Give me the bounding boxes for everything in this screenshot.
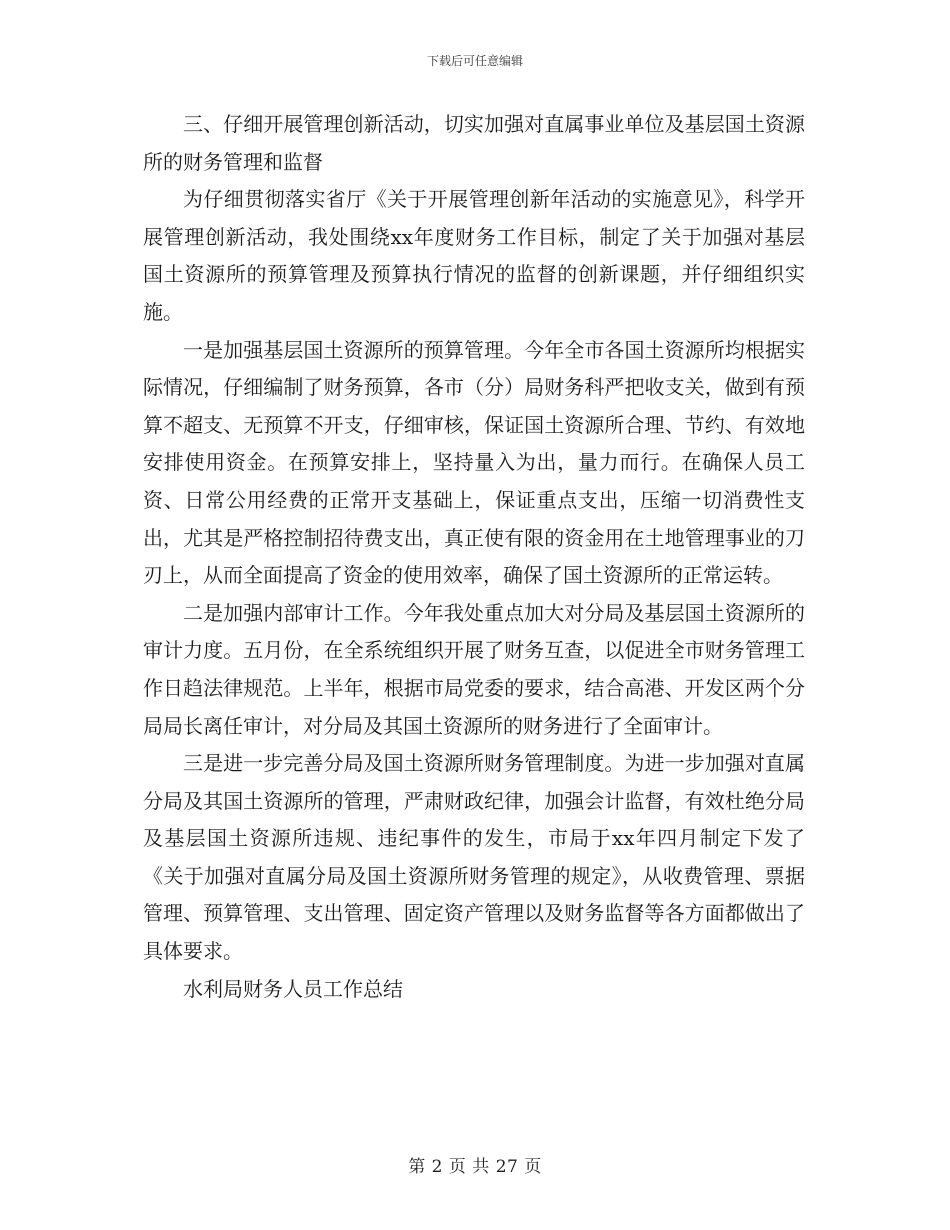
page-header: 下载后可任意编辑 xyxy=(426,54,523,68)
body-paragraph-budget: 一是加强基层国土资源所的预算管理。今年全市各国土资源所均根据实际情况，仔细编制了财务预算，各市（分）局财务科严把收支关，做到有预算不超支、无预算不开支，仔细审核，保证国土资源所合理、节约、有效地安排使用资金。在预算安排上，坚持量入为出，量力而行。在确保人员工资、日常公用经费的正常开支基础上，保证重点支出，压缩一切消费性支出，尤其是严格控制招待费支出，真正使有限的资金用在土地管理事业的刀刃上，从而全面提高了资金的使用效率，确保了国土资源所的正常运转。 xyxy=(143,337,805,588)
body-paragraph-intro: 为仔细贯彻落实省厅《关于开展管理创新年活动的实施意见》，科学开展管理创新活动，我处围绕xx年度财务工作目标，制定了关于加强对基层国土资源所的预算管理及预算执行情况的监督的创新课题，并仔细组织实施。 xyxy=(143,187,805,324)
next-document-title: 水利局财务人员工作总结 xyxy=(183,976,403,1001)
section-heading: 三、仔细开展管理创新活动，切实加强对直属事业单位及基层国土资源所的财务管理和监督 xyxy=(143,112,805,174)
document-body xyxy=(143,106,805,1008)
page-number-footer: 第 2 页 共 27 页 xyxy=(408,1157,542,1177)
body-paragraph-regulations: 三是进一步完善分局及国土资源所财务管理制度。为进一步加强对直属分局及其国土资源所的管理，严肃财政纪律，加强会计监督，有效杜绝分局及基层国土资源所违规、违纪事件的发生，市局于xx年四月制定下发了《关于加强对直属分局及国土资源所财务管理的规定》，从收费管理、票据管理、预算管理、支出管理、固定资产管理以及财务监督等各方面都做出了具体要求。 xyxy=(143,751,805,964)
body-paragraph-audit: 二是加强内部审计工作。今年我处重点加大对分局及基层国土资源所的审计力度。五月份，在全系统组织开展了财务互查，以促进全市财务管理工作日趋法律规范。上半年，根据市局党委的要求，结合高港、开发区两个分局局长离任审计，对分局及其国土资源所的财务进行了全面审计。 xyxy=(143,600,805,738)
